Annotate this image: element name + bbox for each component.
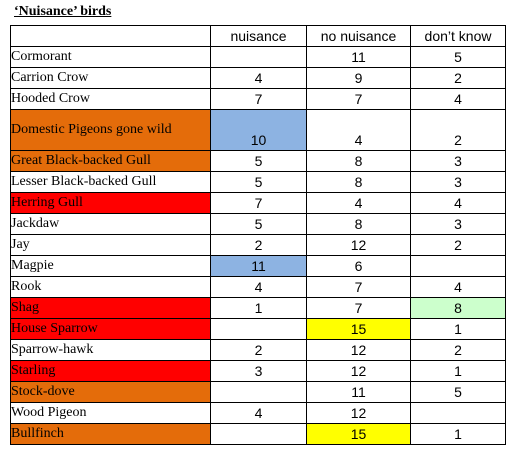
table-row [11, 424, 506, 445]
nuisance-cell [211, 361, 307, 382]
bird-name: Hooded Crow [11, 89, 211, 110]
no-nuisance-cell [307, 47, 411, 68]
bird-name: House Sparrow [11, 319, 211, 340]
dont-know-value: 4 [454, 195, 462, 211]
dont-know-cell [411, 47, 506, 68]
dont-know-cell [411, 361, 506, 382]
no-nuisance-value: 11 [351, 384, 366, 400]
dont-know-cell [411, 256, 506, 277]
no-nuisance-value: 7 [354, 279, 363, 295]
nuisance-value: 5 [254, 153, 263, 169]
nuisance-cell [211, 151, 307, 172]
nuisance-value: 2 [254, 237, 263, 253]
nuisance-cell [211, 340, 307, 361]
bird-name: Shag [11, 298, 211, 319]
no-nuisance-cell [307, 319, 411, 340]
nuisance-cell [211, 193, 307, 214]
nuisance-cell [211, 256, 307, 277]
no-nuisance-value: 8 [354, 216, 363, 232]
bird-name: Jackdaw [11, 214, 211, 235]
dont-know-value: 5 [454, 384, 462, 400]
dont-know-value: 2 [454, 342, 462, 358]
dont-know-value: 1 [454, 363, 462, 379]
nuisance-cell [211, 172, 307, 193]
nuisance-value: 2 [254, 342, 263, 358]
table-row [11, 110, 506, 151]
nuisance-value: 4 [254, 405, 263, 421]
no-nuisance-value: 12 [350, 363, 367, 379]
no-nuisance-cell [307, 110, 411, 151]
no-nuisance-value: 4 [354, 132, 363, 148]
no-nuisance-value: 8 [354, 174, 363, 190]
nuisance-value: 1 [254, 300, 263, 316]
dont-know-value: 2 [454, 237, 462, 253]
no-nuisance-cell [307, 340, 411, 361]
dont-know-cell [411, 319, 506, 340]
no-nuisance-value: 4 [354, 195, 363, 211]
table-row [11, 403, 506, 424]
no-nuisance-cell [307, 68, 411, 89]
no-nuisance-cell [307, 256, 411, 277]
no-nuisance-cell [307, 214, 411, 235]
nuisance-value: 7 [254, 91, 263, 107]
table-row [11, 256, 506, 277]
dont-know-cell [411, 340, 506, 361]
no-nuisance-value: 6 [354, 258, 363, 274]
bird-name: Carrion Crow [11, 68, 211, 89]
nuisance-cell [211, 68, 307, 89]
dont-know-cell [411, 151, 506, 172]
no-nuisance-cell [307, 235, 411, 256]
no-nuisance-value: 15 [350, 321, 367, 337]
no-nuisance-value: 8 [354, 153, 363, 169]
dont-know-cell [411, 110, 506, 151]
bird-name: Cormorant [11, 47, 211, 68]
table-row [11, 214, 506, 235]
no-nuisance-cell [307, 382, 411, 403]
table-row [11, 47, 506, 68]
nuisance-cell [211, 382, 307, 403]
nuisance-cell [211, 277, 307, 298]
table-row [11, 68, 506, 89]
header-nuisance: nuisance [211, 26, 307, 47]
header-no-nuisance: no nuisance [307, 26, 411, 47]
nuisance-value: 11 [251, 258, 266, 274]
header-dont-know: don’t know [411, 26, 506, 47]
no-nuisance-value: 15 [350, 426, 367, 442]
no-nuisance-cell [307, 298, 411, 319]
nuisance-value: 5 [254, 174, 263, 190]
table-row [11, 340, 506, 361]
nuisance-value: 3 [254, 363, 263, 379]
header-row [11, 26, 506, 47]
no-nuisance-value: 11 [351, 49, 366, 65]
no-nuisance-cell [307, 172, 411, 193]
nuisance-cell [211, 235, 307, 256]
table-row [11, 172, 506, 193]
nuisance-birds-table [10, 25, 506, 445]
dont-know-cell [411, 382, 506, 403]
bird-name: Domestic Pigeons gone wild [11, 110, 211, 151]
dont-know-value: 1 [454, 426, 462, 442]
no-nuisance-value: 12 [350, 342, 367, 358]
table-row [11, 361, 506, 382]
no-nuisance-cell [307, 361, 411, 382]
table-row [11, 319, 506, 340]
dont-know-cell [411, 193, 506, 214]
dont-know-value: 2 [454, 132, 462, 148]
header-bird [11, 26, 211, 47]
nuisance-value: 5 [254, 216, 263, 232]
nuisance-cell [211, 298, 307, 319]
dont-know-value: 3 [454, 216, 462, 232]
page-title: ‘Nuisance’ birds [14, 4, 112, 19]
dont-know-cell [411, 172, 506, 193]
bird-name: Lesser Black-backed Gull [11, 172, 211, 193]
dont-know-value: 4 [454, 279, 462, 295]
no-nuisance-cell [307, 424, 411, 445]
dont-know-value: 3 [454, 174, 462, 190]
nuisance-cell [211, 424, 307, 445]
table-row [11, 151, 506, 172]
bird-name: Wood Pigeon [11, 403, 211, 424]
dont-know-value: 5 [454, 49, 462, 65]
table-row [11, 193, 506, 214]
table-row [11, 298, 506, 319]
no-nuisance-value: 9 [354, 70, 363, 86]
nuisance-value: 4 [254, 279, 263, 295]
no-nuisance-cell [307, 89, 411, 110]
bird-name: Bullfinch [11, 424, 211, 445]
no-nuisance-cell [307, 403, 411, 424]
nuisance-cell [211, 89, 307, 110]
bird-name: Jay [11, 235, 211, 256]
table-row [11, 277, 506, 298]
nuisance-cell [211, 319, 307, 340]
bird-name: Great Black-backed Gull [11, 151, 211, 172]
no-nuisance-value: 7 [354, 91, 363, 107]
bird-name: Magpie [11, 256, 211, 277]
dont-know-cell [411, 277, 506, 298]
bird-name: Rook [11, 277, 211, 298]
nuisance-value: 7 [254, 195, 263, 211]
dont-know-cell [411, 298, 506, 319]
dont-know-cell [411, 89, 506, 110]
nuisance-cell [211, 47, 307, 68]
dont-know-cell [411, 68, 506, 89]
dont-know-cell [411, 235, 506, 256]
no-nuisance-cell [307, 193, 411, 214]
bird-name: Starling [11, 361, 211, 382]
table-row [11, 382, 506, 403]
no-nuisance-cell [307, 151, 411, 172]
no-nuisance-value: 12 [350, 405, 367, 421]
dont-know-cell [411, 214, 506, 235]
dont-know-value: 2 [454, 70, 462, 86]
no-nuisance-value: 7 [354, 300, 363, 316]
no-nuisance-value: 12 [350, 237, 367, 253]
nuisance-value: 10 [250, 132, 267, 148]
nuisance-value: 4 [254, 70, 263, 86]
bird-name: Herring Gull [11, 193, 211, 214]
bird-name: Sparrow-hawk [11, 340, 211, 361]
dont-know-value: 8 [454, 300, 462, 316]
dont-know-value: 1 [454, 321, 462, 337]
bird-name: Stock-dove [11, 382, 211, 403]
nuisance-cell [211, 214, 307, 235]
dont-know-value: 3 [454, 153, 462, 169]
table-row [11, 235, 506, 256]
dont-know-value: 4 [454, 91, 462, 107]
dont-know-cell [411, 403, 506, 424]
dont-know-cell [411, 424, 506, 445]
nuisance-cell [211, 110, 307, 151]
no-nuisance-cell [307, 277, 411, 298]
table-row [11, 89, 506, 110]
nuisance-cell [211, 403, 307, 424]
